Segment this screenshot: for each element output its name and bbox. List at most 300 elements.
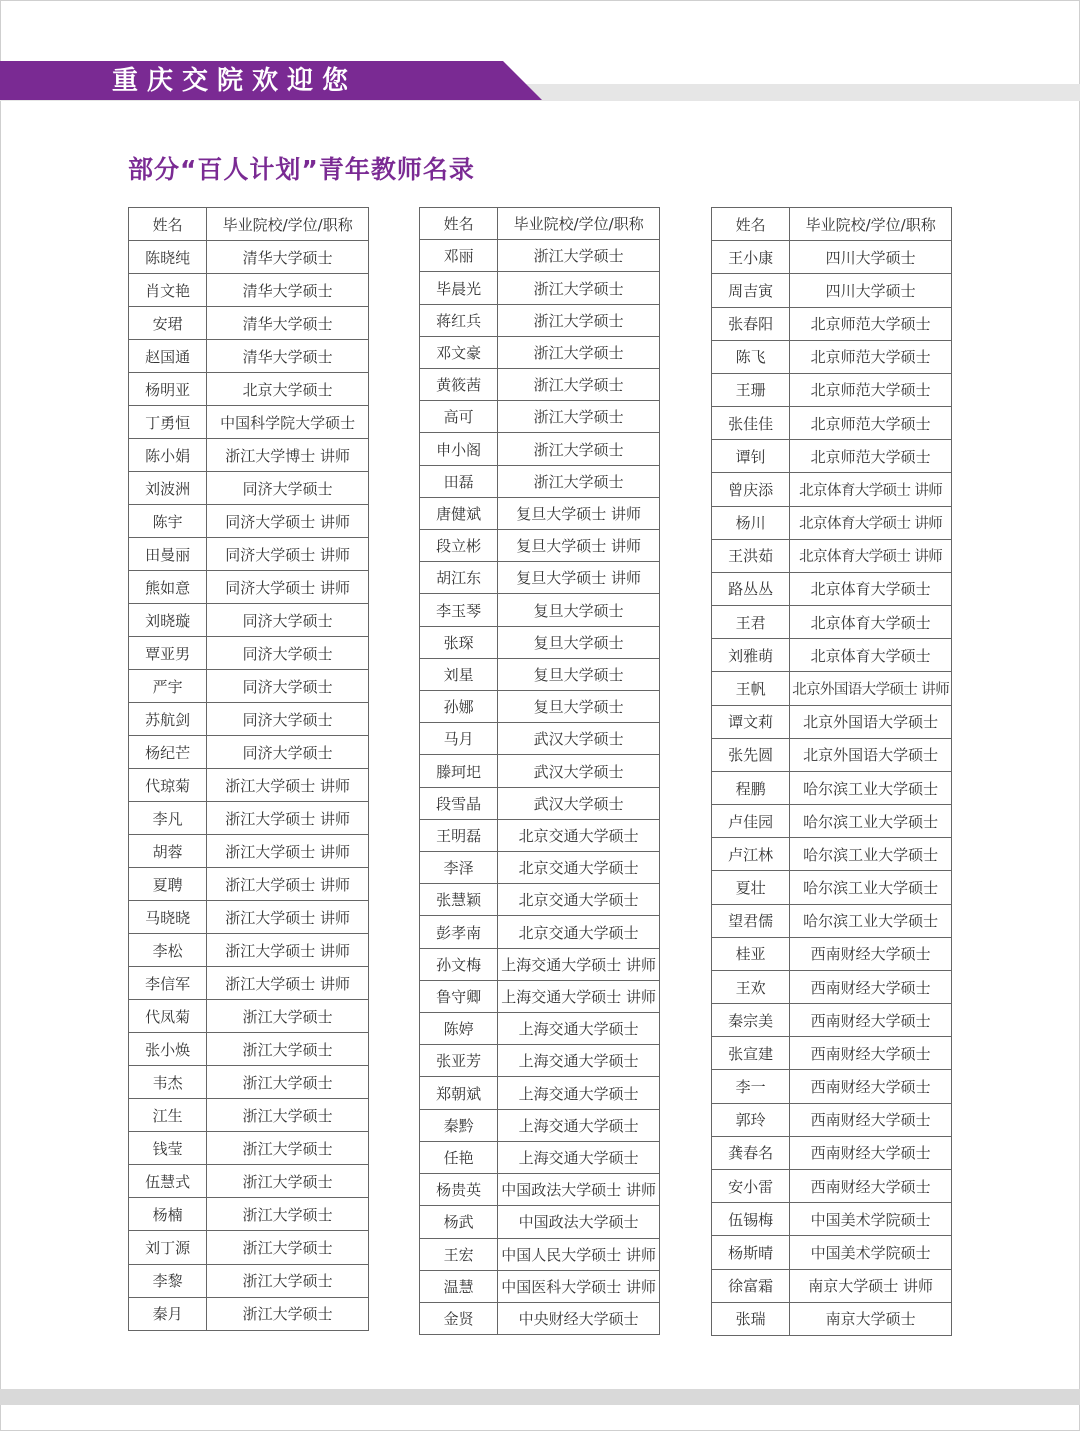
school-degree-cell: 西南财经大学硕士	[790, 1103, 952, 1136]
table-row	[712, 506, 952, 539]
table-row	[712, 241, 952, 274]
table-row	[129, 868, 369, 901]
teacher-name-cell: 鲁守卿	[420, 980, 498, 1012]
teacher-name-cell: 程鹏	[712, 771, 790, 804]
table-row	[420, 852, 660, 884]
school-degree-cell: 西南财经大学硕士	[790, 1004, 952, 1037]
table-row	[129, 703, 369, 736]
teacher-name-cell: 覃亚男	[129, 637, 207, 670]
teacher-name-cell: 马晓晓	[129, 901, 207, 934]
table-row	[420, 658, 660, 690]
teacher-name-cell: 马月	[420, 723, 498, 755]
school-degree-cell: 同济大学硕士 讲师	[207, 505, 369, 538]
school-degree-cell: 浙江大学硕士 讲师	[207, 934, 369, 967]
table-row	[420, 336, 660, 368]
school-degree-cell: 西南财经大学硕士	[790, 937, 952, 970]
school-degree-cell: 浙江大学硕士	[498, 369, 660, 401]
teacher-name-cell: 夏聘	[129, 868, 207, 901]
table-row	[129, 1165, 369, 1198]
teacher-name-cell: 严宇	[129, 670, 207, 703]
school-degree-cell: 武汉大学硕士	[498, 787, 660, 819]
school-degree-cell: 西南财经大学硕士	[790, 1136, 952, 1169]
school-degree-cell: 浙江大学硕士	[207, 1033, 369, 1066]
teacher-name-cell: 田磊	[420, 465, 498, 497]
school-degree-cell: 中国科学院大学硕士	[207, 406, 369, 439]
teacher-name-cell: 李泽	[420, 852, 498, 884]
teacher-name-cell: 陈小娟	[129, 439, 207, 472]
teacher-table-1	[128, 207, 369, 1331]
table-row	[420, 1174, 660, 1206]
table-row	[129, 1033, 369, 1066]
table-row	[420, 691, 660, 723]
school-degree-cell: 浙江大学硕士	[498, 401, 660, 433]
school-degree-cell: 同济大学硕士	[207, 472, 369, 505]
teacher-name-cell: 韦杰	[129, 1066, 207, 1099]
teacher-name-cell: 刘波洲	[129, 472, 207, 505]
teacher-name-cell: 张春阳	[712, 307, 790, 340]
school-degree-cell: 浙江大学硕士 讲师	[207, 967, 369, 1000]
table-row	[129, 967, 369, 1000]
teacher-name-cell: 蒋红兵	[420, 304, 498, 336]
table-row	[129, 274, 369, 307]
table-row	[712, 1037, 952, 1070]
teacher-name-cell: 陈婷	[420, 1013, 498, 1045]
teacher-name-cell: 刘星	[420, 658, 498, 690]
school-degree-cell: 北京师范大学硕士	[790, 340, 952, 373]
school-degree-cell: 浙江大学硕士	[207, 1066, 369, 1099]
school-degree-cell: 浙江大学硕士 讲师	[207, 901, 369, 934]
teacher-name-cell: 杨明亚	[129, 373, 207, 406]
school-degree-cell: 四川大学硕士	[790, 274, 952, 307]
table-row	[129, 472, 369, 505]
teacher-name-cell: 王珊	[712, 373, 790, 406]
teacher-table-2	[419, 207, 660, 1335]
teacher-name-cell: 王君	[712, 606, 790, 639]
school-degree-cell: 浙江大学硕士	[498, 336, 660, 368]
teacher-name-cell: 李信军	[129, 967, 207, 1000]
table-row	[712, 606, 952, 639]
school-degree-cell: 哈尔滨工业大学硕士	[790, 805, 952, 838]
school-degree-cell: 浙江大学硕士 讲师	[207, 835, 369, 868]
table-row	[420, 594, 660, 626]
table-row	[129, 1066, 369, 1099]
table-row	[129, 406, 369, 439]
banner-title: 重庆交院欢迎您	[112, 66, 358, 96]
school-degree-cell: 北京体育大学硕士 讲师	[790, 473, 952, 506]
school-degree-cell: 西南财经大学硕士	[790, 970, 952, 1003]
table-row	[712, 838, 952, 871]
table-row	[129, 1198, 369, 1231]
school-degree-cell: 上海交通大学硕士	[498, 1141, 660, 1173]
table-row	[712, 705, 952, 738]
teacher-name-cell: 段雪晶	[420, 787, 498, 819]
table-row	[712, 904, 952, 937]
teacher-name-cell: 李一	[712, 1070, 790, 1103]
teacher-name-cell: 伍慧式	[129, 1165, 207, 1198]
teacher-name-cell: 李凡	[129, 802, 207, 835]
school-degree-cell: 中国政法大学硕士 讲师	[498, 1174, 660, 1206]
school-degree-cell: 南京大学硕士 讲师	[790, 1269, 952, 1302]
teacher-name-cell: 安珺	[129, 307, 207, 340]
teacher-name-cell: 郑朝斌	[420, 1077, 498, 1109]
teacher-name-cell: 张佳佳	[712, 407, 790, 440]
table-row	[420, 626, 660, 658]
table-row	[712, 373, 952, 406]
teacher-name-cell: 段立彬	[420, 530, 498, 562]
table-row	[420, 433, 660, 465]
teacher-name-cell: 张小焕	[129, 1033, 207, 1066]
school-degree-cell: 清华大学硕士	[207, 274, 369, 307]
school-degree-cell: 北京交通大学硕士	[498, 819, 660, 851]
teacher-name-cell: 任艳	[420, 1141, 498, 1173]
table-row	[420, 819, 660, 851]
teacher-name-cell: 胡蓉	[129, 835, 207, 868]
teacher-name-cell: 秦黔	[420, 1109, 498, 1141]
school-degree-cell: 北京体育大学硕士	[790, 639, 952, 672]
school-degree-cell: 北京外国语大学硕士	[790, 738, 952, 771]
table-row	[712, 871, 952, 904]
table-row	[129, 373, 369, 406]
teacher-name-cell: 王小康	[712, 241, 790, 274]
table-row	[712, 1070, 952, 1103]
school-degree-cell: 北京体育大学硕士 讲师	[790, 506, 952, 539]
table-row	[712, 274, 952, 307]
school-degree-cell: 浙江大学硕士	[207, 1198, 369, 1231]
school-degree-cell: 复旦大学硕士	[498, 626, 660, 658]
table-row	[420, 1109, 660, 1141]
table-row	[420, 240, 660, 272]
school-degree-cell: 同济大学硕士	[207, 604, 369, 637]
teacher-name-cell: 龚春名	[712, 1136, 790, 1169]
school-degree-cell: 浙江大学硕士	[207, 1231, 369, 1264]
teacher-name-cell: 黄筱茜	[420, 369, 498, 401]
table-row	[420, 787, 660, 819]
table-row	[420, 1141, 660, 1173]
table-header-row	[129, 208, 369, 241]
teacher-name-cell: 江生	[129, 1099, 207, 1132]
school-degree-cell: 西南财经大学硕士	[790, 1169, 952, 1202]
school-degree-cell: 同济大学硕士 讲师	[207, 571, 369, 604]
table-row	[712, 473, 952, 506]
school-degree-cell: 四川大学硕士	[790, 241, 952, 274]
school-degree-cell: 中国政法大学硕士	[498, 1206, 660, 1238]
teacher-name-cell: 钱莹	[129, 1132, 207, 1165]
teacher-name-cell: 路丛丛	[712, 572, 790, 605]
school-degree-cell: 武汉大学硕士	[498, 755, 660, 787]
school-degree-cell: 上海交通大学硕士 讲师	[498, 948, 660, 980]
table-row	[712, 805, 952, 838]
teacher-name-cell: 张宣建	[712, 1037, 790, 1070]
teacher-name-cell: 王明磊	[420, 819, 498, 851]
school-degree-cell: 上海交通大学硕士	[498, 1077, 660, 1109]
teacher-name-cell: 秦月	[129, 1297, 207, 1330]
table-row	[129, 835, 369, 868]
teacher-name-cell: 邓文豪	[420, 336, 498, 368]
teacher-name-cell: 代琼菊	[129, 769, 207, 802]
table-row	[420, 1013, 660, 1045]
school-degree-cell: 浙江大学硕士	[207, 1165, 369, 1198]
school-degree-cell: 哈尔滨工业大学硕士	[790, 771, 952, 804]
teacher-name-cell: 滕珂圯	[420, 755, 498, 787]
table-row	[129, 769, 369, 802]
table-row	[129, 736, 369, 769]
table-row	[712, 340, 952, 373]
teacher-name-cell: 刘晓璇	[129, 604, 207, 637]
table-row	[712, 937, 952, 970]
school-degree-cell: 北京师范大学硕士	[790, 440, 952, 473]
table-row	[129, 571, 369, 604]
table-row	[129, 538, 369, 571]
school-degree-cell: 北京师范大学硕士	[790, 373, 952, 406]
teacher-name-cell: 陈飞	[712, 340, 790, 373]
teacher-name-cell: 刘雅萌	[712, 639, 790, 672]
table-row	[712, 1103, 952, 1136]
school-degree-cell: 浙江大学硕士 讲师	[207, 868, 369, 901]
table-row	[420, 272, 660, 304]
column-header-school: 毕业院校/学位/职称	[207, 208, 369, 241]
school-degree-cell: 浙江大学硕士 讲师	[207, 769, 369, 802]
table-row	[420, 562, 660, 594]
school-degree-cell: 浙江大学硕士	[207, 1000, 369, 1033]
table-row	[712, 539, 952, 572]
table-row	[712, 738, 952, 771]
teacher-name-cell: 唐健斌	[420, 497, 498, 529]
teacher-name-cell: 张瑞	[712, 1302, 790, 1335]
teacher-name-cell: 毕晨光	[420, 272, 498, 304]
school-degree-cell: 北京交通大学硕士	[498, 916, 660, 948]
school-degree-cell: 西南财经大学硕士	[790, 1070, 952, 1103]
table-row	[129, 241, 369, 274]
table-row	[129, 1099, 369, 1132]
table-row	[420, 369, 660, 401]
school-degree-cell: 浙江大学硕士	[498, 433, 660, 465]
school-degree-cell: 复旦大学硕士 讲师	[498, 497, 660, 529]
table-row	[129, 1132, 369, 1165]
teacher-name-cell: 杨斯晴	[712, 1236, 790, 1269]
table-row	[712, 672, 952, 705]
table-row	[712, 1236, 952, 1269]
teacher-name-cell: 安小雷	[712, 1169, 790, 1202]
teacher-name-cell: 刘丁源	[129, 1231, 207, 1264]
teacher-name-cell: 卢佳园	[712, 805, 790, 838]
school-degree-cell: 浙江大学硕士	[207, 1297, 369, 1330]
section-title: 部分“百人计划”青年教师名录	[128, 155, 475, 184]
school-degree-cell: 北京外国语大学硕士	[790, 705, 952, 738]
teacher-name-cell: 申小阁	[420, 433, 498, 465]
table-row	[420, 755, 660, 787]
school-degree-cell: 上海交通大学硕士	[498, 1045, 660, 1077]
school-degree-cell: 清华大学硕士	[207, 307, 369, 340]
school-degree-cell: 南京大学硕士	[790, 1302, 952, 1335]
table-row	[129, 439, 369, 472]
teacher-name-cell: 陈晓纯	[129, 241, 207, 274]
table-row	[712, 572, 952, 605]
school-degree-cell: 复旦大学硕士 讲师	[498, 562, 660, 594]
table-row	[420, 304, 660, 336]
school-degree-cell: 浙江大学硕士	[498, 240, 660, 272]
school-degree-cell: 浙江大学硕士	[207, 1132, 369, 1165]
school-degree-cell: 中国人民大学硕士 讲师	[498, 1238, 660, 1270]
school-degree-cell: 同济大学硕士	[207, 703, 369, 736]
teacher-table-3	[711, 207, 952, 1336]
teacher-name-cell: 孙文梅	[420, 948, 498, 980]
table-row	[129, 1231, 369, 1264]
school-degree-cell: 上海交通大学硕士	[498, 1109, 660, 1141]
teacher-name-cell: 邓丽	[420, 240, 498, 272]
table-row	[129, 901, 369, 934]
footer-bar	[0, 1389, 1080, 1405]
table-row	[712, 1269, 952, 1302]
school-degree-cell: 同济大学硕士 讲师	[207, 538, 369, 571]
teacher-name-cell: 徐富霜	[712, 1269, 790, 1302]
column-header-name: 姓名	[712, 208, 790, 241]
teacher-name-cell: 谭文莉	[712, 705, 790, 738]
school-degree-cell: 同济大学硕士	[207, 670, 369, 703]
school-degree-cell: 中央财经大学硕士	[498, 1302, 660, 1334]
teacher-name-cell: 熊如意	[129, 571, 207, 604]
table-row	[129, 1000, 369, 1033]
column-header-name: 姓名	[420, 208, 498, 240]
school-degree-cell: 北京体育大学硕士	[790, 572, 952, 605]
teacher-name-cell: 田曼丽	[129, 538, 207, 571]
school-degree-cell: 西南财经大学硕士	[790, 1037, 952, 1070]
table-row	[712, 1203, 952, 1236]
school-degree-cell: 清华大学硕士	[207, 340, 369, 373]
teacher-name-cell: 谭钊	[712, 440, 790, 473]
table-row	[129, 802, 369, 835]
column-header-school: 毕业院校/学位/职称	[790, 208, 952, 241]
column-header-name: 姓名	[129, 208, 207, 241]
school-degree-cell: 浙江大学硕士	[207, 1099, 369, 1132]
table-row	[129, 934, 369, 967]
school-degree-cell: 哈尔滨工业大学硕士	[790, 871, 952, 904]
table-row	[712, 1169, 952, 1202]
school-degree-cell: 同济大学硕士	[207, 736, 369, 769]
table-row	[129, 1297, 369, 1330]
teacher-name-cell: 代凤菊	[129, 1000, 207, 1033]
table-row	[420, 1045, 660, 1077]
table-row	[129, 637, 369, 670]
school-degree-cell: 北京外国语大学硕士 讲师	[790, 672, 952, 705]
school-degree-cell: 中国医科大学硕士 讲师	[498, 1270, 660, 1302]
table-row	[420, 497, 660, 529]
column-header-school: 毕业院校/学位/职称	[498, 208, 660, 240]
teacher-name-cell: 胡江东	[420, 562, 498, 594]
school-degree-cell: 北京体育大学硕士	[790, 606, 952, 639]
teacher-name-cell: 夏壮	[712, 871, 790, 904]
school-degree-cell: 清华大学硕士	[207, 241, 369, 274]
teacher-name-cell: 张先圆	[712, 738, 790, 771]
table-row	[129, 505, 369, 538]
teacher-name-cell: 温慧	[420, 1270, 498, 1302]
teacher-name-cell: 郭玲	[712, 1103, 790, 1136]
teacher-name-cell: 高可	[420, 401, 498, 433]
school-degree-cell: 复旦大学硕士	[498, 594, 660, 626]
school-degree-cell: 浙江大学硕士	[207, 1264, 369, 1297]
table-row	[129, 670, 369, 703]
table-row	[712, 970, 952, 1003]
table-row	[420, 530, 660, 562]
school-degree-cell: 浙江大学硕士	[498, 272, 660, 304]
table-header-row	[420, 208, 660, 240]
teacher-name-cell: 卢江林	[712, 838, 790, 871]
school-degree-cell: 浙江大学硕士	[498, 465, 660, 497]
teacher-name-cell: 王洪茹	[712, 539, 790, 572]
teacher-name-cell: 陈宇	[129, 505, 207, 538]
teacher-name-cell: 王欢	[712, 970, 790, 1003]
school-degree-cell: 武汉大学硕士	[498, 723, 660, 755]
teacher-name-cell: 张慧颖	[420, 884, 498, 916]
school-degree-cell: 北京交通大学硕士	[498, 852, 660, 884]
teacher-name-cell: 杨楠	[129, 1198, 207, 1231]
teacher-name-cell: 金贤	[420, 1302, 498, 1334]
school-degree-cell: 中国美术学院硕士	[790, 1236, 952, 1269]
teacher-name-cell: 杨川	[712, 506, 790, 539]
school-degree-cell: 复旦大学硕士	[498, 658, 660, 690]
teacher-name-cell: 彭孝南	[420, 916, 498, 948]
teacher-name-cell: 王宏	[420, 1238, 498, 1270]
teacher-name-cell: 孙娜	[420, 691, 498, 723]
table-row	[129, 1264, 369, 1297]
table-row	[712, 1136, 952, 1169]
table-row	[420, 1270, 660, 1302]
table-row	[712, 307, 952, 340]
teacher-name-cell: 李松	[129, 934, 207, 967]
school-degree-cell: 复旦大学硕士 讲师	[498, 530, 660, 562]
school-degree-cell: 中国美术学院硕士	[790, 1203, 952, 1236]
school-degree-cell: 北京大学硕士	[207, 373, 369, 406]
school-degree-cell: 北京体育大学硕士 讲师	[790, 539, 952, 572]
table-row	[420, 884, 660, 916]
table-row	[712, 407, 952, 440]
school-degree-cell: 浙江大学博士 讲师	[207, 439, 369, 472]
teacher-name-cell: 李黎	[129, 1264, 207, 1297]
teacher-name-cell: 赵国通	[129, 340, 207, 373]
teacher-name-cell: 王帆	[712, 672, 790, 705]
table-row	[420, 401, 660, 433]
teacher-name-cell: 李玉琴	[420, 594, 498, 626]
table-row	[712, 1004, 952, 1037]
school-degree-cell: 复旦大学硕士	[498, 691, 660, 723]
table-row	[420, 465, 660, 497]
school-degree-cell: 浙江大学硕士	[498, 304, 660, 336]
teacher-name-cell: 曾庆添	[712, 473, 790, 506]
table-row	[712, 1302, 952, 1335]
school-degree-cell: 浙江大学硕士 讲师	[207, 802, 369, 835]
teacher-name-cell: 肖文艳	[129, 274, 207, 307]
teacher-name-cell: 望君儒	[712, 904, 790, 937]
teacher-name-cell: 伍锡梅	[712, 1203, 790, 1236]
teacher-name-cell: 周吉寅	[712, 274, 790, 307]
teacher-name-cell: 杨贵英	[420, 1174, 498, 1206]
table-row	[712, 440, 952, 473]
table-row	[129, 604, 369, 637]
table-row	[420, 948, 660, 980]
teacher-name-cell: 苏航剑	[129, 703, 207, 736]
table-row	[712, 771, 952, 804]
table-row	[420, 1238, 660, 1270]
teacher-name-cell: 张亚芳	[420, 1045, 498, 1077]
table-row	[420, 1302, 660, 1334]
table-row	[129, 307, 369, 340]
teacher-name-cell: 杨武	[420, 1206, 498, 1238]
school-degree-cell: 北京师范大学硕士	[790, 307, 952, 340]
school-degree-cell: 北京师范大学硕士	[790, 407, 952, 440]
teacher-name-cell: 丁勇恒	[129, 406, 207, 439]
table-row	[420, 916, 660, 948]
school-degree-cell: 北京交通大学硕士	[498, 884, 660, 916]
school-degree-cell: 哈尔滨工业大学硕士	[790, 838, 952, 871]
